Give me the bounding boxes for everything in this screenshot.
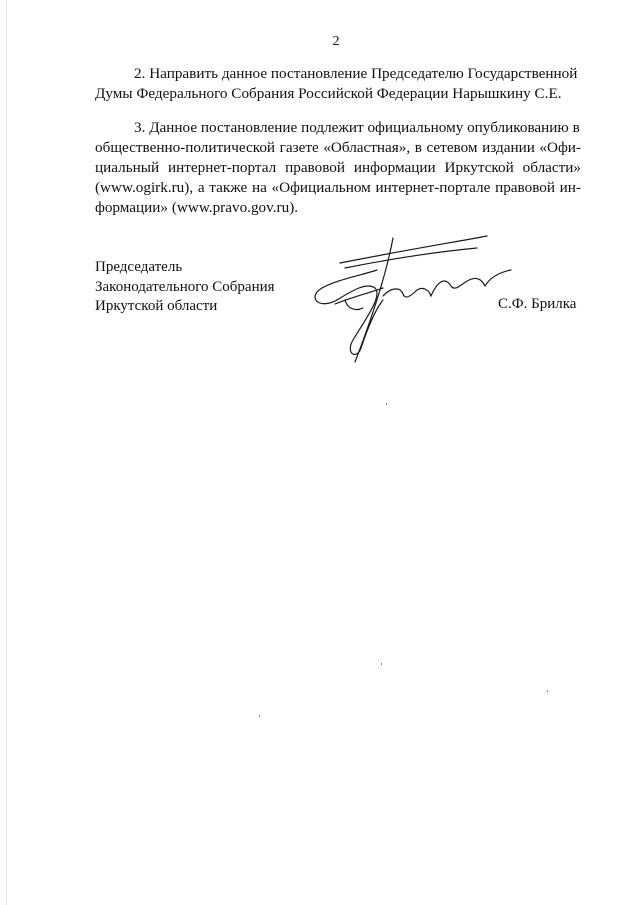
paragraph-2-direct-resolution [95,64,581,104]
handwritten-signature [305,230,525,370]
paragraph-line: циальный интернет-портал правовой информации Иркутской области» [95,159,581,176]
paragraph-line: Думы Федерального Собрания Российской Федерации Нарышкину С.Е. [95,85,562,102]
paragraph-line: формации» (www.pravo.gov.ru). [95,199,299,216]
paragraph-line: 2. Направить данное постановление Председателю Государственной [134,65,578,82]
paragraph-line: 3. Данное постановление подлежит официальному опубликованию в [134,119,580,136]
signatory-name: С.Ф. Брилка [498,296,577,312]
scan-edge-left [6,0,7,905]
paragraph-line: общественно-политической газете «Областная», в сетевом издании «Офи- [95,139,581,156]
signatory-title-line: Законодательного Собрания [95,278,275,295]
page-number: 2 [332,34,340,49]
scan-speck [386,403,387,405]
paragraph-3-publication [95,118,581,218]
signatory-title [95,258,275,317]
signatory-title-line: Председатель [95,259,183,275]
scan-speck [547,690,548,692]
signatory-title-line: Иркутской области [95,298,218,314]
paragraph-line: (www.ogirk.ru), а также на «Официальном интернет-портале правовой ин- [95,179,581,196]
scan-speck [259,715,260,717]
scan-speck [381,663,382,665]
